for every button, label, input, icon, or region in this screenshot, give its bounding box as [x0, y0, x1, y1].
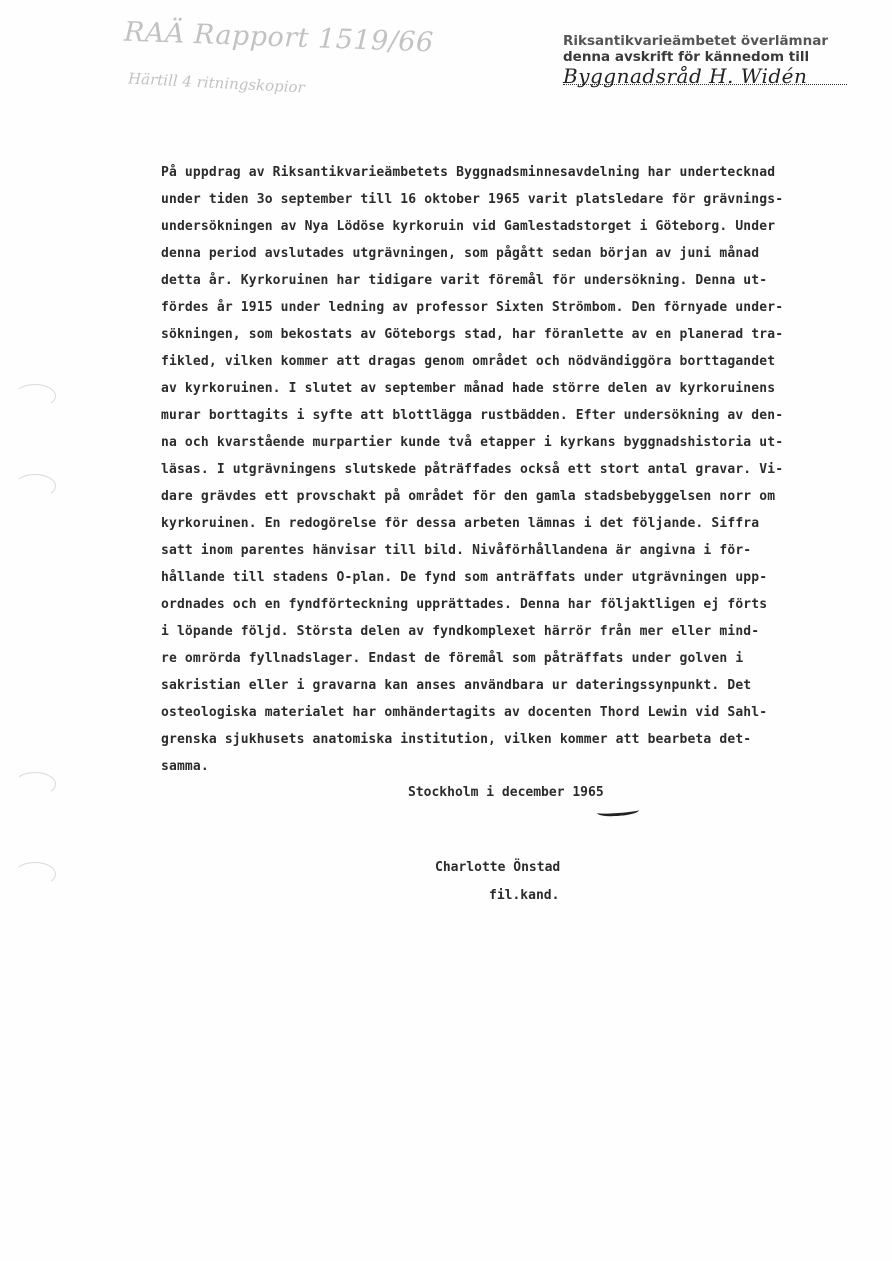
- stamp-line-1: Riksantikvarieämbetet överlämnar: [563, 33, 828, 49]
- stamp-recipient: Byggnadsråd H. Widén: [563, 68, 847, 85]
- punch-hole-mark: [14, 772, 56, 796]
- body-line: fikled, vilken kommer att dragas genom området och nödvändiggöra borttagandet: [161, 354, 776, 369]
- body-line: re omrörda fyllnadslager. Endast de föremål som påträffats under golven i: [161, 651, 744, 666]
- body-line: hållande till stadens O-plan. De fynd som anträffats under utgrävningen upp-: [161, 570, 768, 585]
- handwritten-underline: [597, 806, 640, 818]
- body-line: samma.: [161, 759, 209, 774]
- body-line: murar borttagits i syfte att blottlägga rustbädden. Efter undersökning av den-: [161, 408, 784, 423]
- place-and-date: Stockholm i december 1965: [408, 785, 604, 800]
- body-line: i löpande följd. Största delen av fyndkomplexet härrör från mer eller mind-: [161, 624, 760, 639]
- punch-hole-mark: [14, 384, 56, 408]
- body-line: ordnades och en fyndförteckning upprättades. Denna har följaktligen ej förts: [161, 597, 768, 612]
- author-name: Charlotte Önstad: [435, 860, 561, 875]
- attachment-note: Härtill 4 ritningskopior: [127, 69, 306, 97]
- body-line: satt inom parentes hänvisar till bild. Nivåförhållandena är angivna i för-: [161, 543, 752, 558]
- body-line: denna period avslutades utgrävningen, som pågått sedan början av juni månad: [161, 246, 760, 261]
- author-title: fil.kand.: [489, 888, 560, 903]
- body-line: detta år. Kyrkoruinen har tidigare varit föremål för undersökning. Denna ut-: [161, 273, 768, 288]
- stamp-line-2: denna avskrift för kännedom till: [563, 49, 810, 65]
- body-line: kyrkoruinen. En redogörelse för dessa arbeten lämnas i det följande. Siffra: [161, 516, 760, 531]
- body-line: grenska sjukhusets anatomiska institution, vilken kommer att bearbeta det-: [161, 732, 752, 747]
- body-line: osteologiska materialet har omhändertagits av docenten Thord Lewin vid Sahl-: [161, 705, 768, 720]
- body-line: sakristian eller i gravarna kan anses användbara ur dateringssynpunkt. Det: [161, 678, 752, 693]
- distribution-stamp: [563, 33, 863, 87]
- report-reference-note: RAÄ Rapport 1519/66: [123, 16, 435, 59]
- body-line: läsas. I utgrävningens slutskede påträffades också ett stort antal gravar. Vi-: [161, 462, 784, 477]
- punch-hole-mark: [14, 862, 56, 886]
- body-line: På uppdrag av Riksantikvarieämbetets Byggnadsminnesavdelning har undertecknad: [161, 165, 776, 180]
- report-body: [161, 159, 876, 780]
- body-line: fördes år 1915 under ledning av professor Sixten Strömbom. Den förnyade under-: [161, 300, 784, 315]
- body-line: na och kvarstående murpartier kunde två etapper i kyrkans byggnadshistoria ut-: [161, 435, 784, 450]
- body-line: dare grävdes ett provschakt på området för den gamla stadsbebyggelsen norr om: [161, 489, 776, 504]
- body-line: sökningen, som bekostats av Göteborgs stad, har föranlette av en planerad tra-: [161, 327, 784, 342]
- body-line: undersökningen av Nya Lödöse kyrkoruin vid Gamlestadstorget i Göteborg. Under: [161, 219, 776, 234]
- body-line: under tiden 3o september till 16 oktober 1965 varit platsledare för grävnings-: [161, 192, 784, 207]
- punch-hole-mark: [14, 474, 56, 498]
- body-line: av kyrkoruinen. I slutet av september månad hade större delen av kyrkoruinens: [161, 381, 776, 396]
